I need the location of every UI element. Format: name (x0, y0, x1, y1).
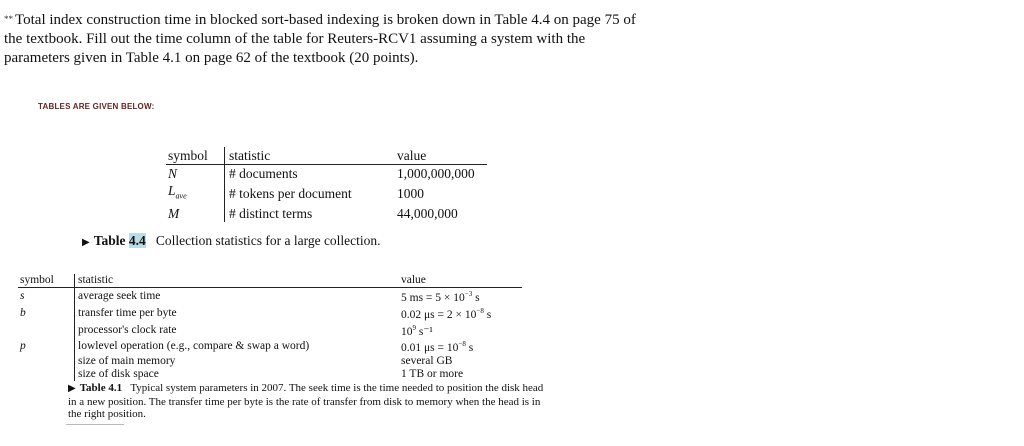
t2-value (398, 322, 522, 339)
table-4-4 (166, 147, 494, 222)
t2-value-unit: s (472, 291, 480, 304)
t2-symbol: p (18, 338, 75, 355)
t2-value-unit: s (483, 308, 492, 321)
t2-statistic: lowlevel operation (e.g., compare & swap a word) (78, 340, 310, 353)
t2-value-exp: 9 (412, 323, 416, 332)
t2-value-main: 1 TB or more (401, 368, 464, 381)
table-row (18, 322, 522, 339)
t1-value: 1,000,000,000 (397, 166, 475, 181)
t2-symbol (18, 368, 75, 381)
question-text (4, 11, 644, 68)
t1-statistic: # distinct terms (229, 205, 313, 221)
t2-value-unit: s⁻¹ (416, 325, 433, 338)
t2-header-value: value (398, 274, 522, 288)
table-4-1-caption (68, 382, 546, 421)
table-row (18, 355, 522, 368)
table-row (18, 338, 522, 355)
t2-value-unit: s (465, 342, 474, 355)
t1-header-statistic: statistic (225, 147, 394, 165)
caption-label: Table 4.1 (79, 382, 123, 394)
table-4-1 (18, 274, 530, 381)
t2-header-statistic: statistic (75, 274, 399, 288)
t1-header-value: value (393, 147, 487, 165)
t2-value (398, 355, 522, 368)
divider (66, 424, 124, 425)
t2-value (398, 288, 522, 305)
t2-symbol (18, 322, 75, 339)
t1-symbol: L (168, 183, 176, 198)
t2-value-exp: −3 (464, 290, 473, 298)
t2-value-exp: −8 (476, 306, 484, 315)
t1-statistic: # documents (229, 166, 298, 181)
t2-statistic: size of disk space (78, 368, 159, 381)
t2-value-main: 10 (401, 325, 413, 338)
t2-header-symbol: symbol (18, 274, 75, 288)
t2-value (398, 368, 522, 381)
caption-number: 4.4 (128, 233, 146, 248)
t1-symbol: N (168, 166, 178, 181)
question-body: Total index construction time in blocked sort-based indexing is broken down in Table 4.4 on page 75 of the textbook. Fill out the time column of the table for Reuters-RCV1 assuming a system with the parameters given in Table 4.1 on page 62 of the textbook (20 points). (4, 12, 636, 66)
difficulty-stars: ** (4, 14, 13, 24)
table-4-4-caption (82, 233, 381, 249)
t2-symbol: b (18, 305, 75, 322)
table-row (18, 305, 522, 322)
caption-text: Typical system parameters in 2007. The seek time is the time needed to position the disk head in a new position. The transfer time per byte is the rate of transfer from disk to memory when the head is in the right position. (68, 382, 544, 420)
t2-value (398, 338, 522, 355)
t1-symbol-sub: ave (175, 191, 187, 201)
t1-statistic: # tokens per document (229, 185, 352, 201)
t2-value-exp: −8 (458, 340, 466, 349)
t2-value-main: 0.01 μs = 10 (401, 342, 459, 355)
caption-text: Collection statistics for a large collection. (155, 233, 381, 248)
t1-header-symbol: symbol (166, 147, 225, 165)
t1-symbol: M (168, 205, 180, 221)
t1-value: 44,000,000 (397, 205, 458, 221)
t2-statistic: size of main memory (78, 355, 176, 368)
t2-statistic: processor's clock rate (78, 323, 177, 336)
tables-note: TABLES ARE GIVEN BELOW: (38, 102, 155, 111)
table-row (18, 368, 522, 381)
caption-triangle-icon: ▶ (82, 237, 90, 248)
t1-value: 1000 (397, 185, 424, 201)
table-row (18, 288, 522, 305)
t2-value-main: 0.02 μs = 2 × 10 (401, 308, 477, 321)
t2-statistic: average seek time (78, 289, 161, 302)
caption-label: Table (93, 233, 126, 248)
table-row (166, 205, 487, 222)
t2-statistic: transfer time per byte (78, 306, 177, 319)
t2-value-main: 5 ms = 5 × 10 (401, 291, 465, 304)
t2-symbol: s (18, 288, 75, 305)
t2-value (398, 305, 522, 322)
table-row (166, 182, 487, 205)
caption-triangle-icon: ▶ (68, 383, 76, 394)
t2-symbol (18, 355, 75, 368)
t2-value-main: several GB (401, 355, 453, 368)
table-row (166, 165, 487, 183)
